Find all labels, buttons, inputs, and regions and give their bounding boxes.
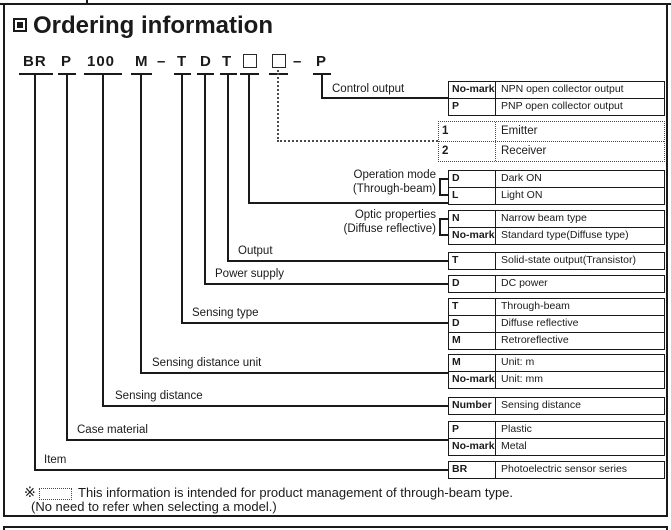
connector-output	[227, 75, 229, 262]
bracket-operation-mode-stub-top	[439, 178, 448, 180]
table-row	[449, 371, 664, 388]
table-sensing-distance-unit	[448, 354, 665, 389]
table-row	[449, 332, 664, 349]
code-cell: 1	[439, 122, 496, 141]
label-control-output: Control output	[332, 83, 405, 95]
description-cell: Solid-state output(Transistor)	[501, 254, 636, 266]
connector-operation-optic	[248, 75, 250, 204]
description-cell: Emitter	[501, 125, 538, 137]
frame-right-border	[666, 3, 668, 517]
table-row	[449, 398, 664, 414]
connector-dotted-emitter-receiver	[277, 70, 279, 142]
feed-control-output	[321, 97, 448, 99]
code-underline	[19, 73, 53, 75]
table-row	[449, 211, 664, 227]
table-row	[439, 122, 664, 141]
connector-power-supply	[204, 75, 206, 285]
connector-sensing-distance-unit	[140, 75, 142, 374]
code-cell: No-mark	[449, 439, 496, 455]
page-title: Ordering information	[33, 12, 273, 39]
code-segment-case-material: P	[61, 53, 73, 70]
feed-sensing-distance-unit	[140, 372, 448, 374]
feed-item	[34, 469, 448, 471]
top-divider-tick	[86, 0, 88, 3]
code-segment-output: T	[222, 53, 233, 70]
table-optic-properties	[448, 210, 665, 245]
connector-item	[34, 75, 36, 471]
description-cell: Narrow beam type	[501, 212, 587, 224]
code-cell: No-mark	[449, 372, 496, 388]
code-segment-power-supply: D	[200, 53, 212, 70]
table-row	[449, 422, 664, 438]
table-row	[449, 276, 664, 292]
description-cell: NPN open collector output	[501, 83, 624, 95]
description-cell: Photoelectric sensor series	[501, 463, 628, 475]
table-row	[449, 98, 664, 115]
table-emitter-receiver	[438, 121, 665, 162]
code-cell: D	[449, 276, 496, 292]
code-segment-item: BR	[23, 53, 47, 70]
table-row	[449, 227, 664, 244]
connector-sensing-type	[181, 75, 183, 324]
table-power-supply	[448, 275, 665, 293]
label-sensing-distance: Sensing distance	[115, 390, 203, 402]
code-cell: No-mark	[449, 228, 496, 244]
code-cell: D	[449, 171, 496, 187]
description-cell: Light ON	[501, 189, 543, 201]
top-divider-line	[0, 3, 671, 5]
code-dash-1: –	[157, 53, 167, 70]
table-case-material	[448, 421, 665, 456]
description-cell: Metal	[501, 440, 527, 452]
description-cell: Plastic	[501, 423, 532, 435]
description-cell: PNP open collector output	[501, 100, 623, 112]
code-placeholder-box-1	[243, 54, 257, 68]
label-optic-properties-line1: Optic properties	[354, 209, 436, 221]
label-operation-mode	[326, 168, 436, 196]
code-cell: D	[449, 316, 496, 332]
table-row	[449, 438, 664, 455]
code-cell: BR	[449, 462, 496, 478]
table-operation-mode	[448, 170, 665, 205]
next-section-frame-fragment	[3, 526, 668, 530]
table-sensing-type	[448, 298, 665, 350]
feed-case-material	[66, 439, 448, 441]
description-cell: Unit: mm	[501, 373, 543, 385]
code-cell: P	[449, 99, 496, 115]
code-cell: T	[449, 299, 496, 315]
description-cell: Diffuse reflective	[501, 317, 579, 329]
label-operation-mode-line1: Operation mode	[353, 169, 436, 181]
code-segment-sensing-distance: 100	[87, 53, 116, 70]
footnote-line2: (No need to refer when selecting a model.)	[31, 499, 277, 514]
code-cell: M	[449, 333, 496, 349]
footnote-line1: This information is intended for product management of through-beam type.	[78, 485, 514, 500]
feed-dotted-emitter-receiver	[277, 140, 438, 142]
label-sensing-distance-unit: Sensing distance unit	[152, 357, 262, 369]
description-cell: Receiver	[501, 145, 547, 157]
code-cell: P	[449, 422, 496, 438]
code-cell: T	[449, 253, 496, 269]
label-output: Output	[238, 245, 273, 257]
connector-case-material	[66, 75, 68, 441]
label-item: Item	[44, 454, 67, 466]
label-optic-properties	[326, 208, 436, 236]
table-sensing-distance	[448, 397, 665, 415]
table-row	[449, 187, 664, 204]
description-cell: Dark ON	[501, 172, 542, 184]
table-row	[449, 171, 664, 187]
table-row	[439, 141, 664, 161]
frame-left-border	[3, 3, 5, 517]
table-row	[449, 462, 664, 478]
bracket-optic-properties-stub-bottom	[439, 234, 448, 236]
label-case-material: Case material	[77, 424, 148, 436]
description-cell: DC power	[501, 277, 548, 289]
code-cell: N	[449, 211, 496, 227]
table-output	[448, 252, 665, 270]
code-segment-sensing-distance-unit: M	[135, 53, 149, 70]
code-segment-control-output: P	[316, 53, 328, 70]
connector-sensing-distance	[102, 75, 104, 407]
section-marker-icon	[13, 18, 27, 32]
feed-output	[227, 260, 448, 262]
code-cell: No-mark	[449, 82, 496, 98]
table-control-output	[448, 81, 665, 116]
table-row	[449, 355, 664, 371]
code-segment-sensing-type: T	[177, 53, 188, 70]
bracket-optic-properties-stub-top	[439, 218, 448, 220]
feed-power-supply	[204, 283, 448, 285]
description-cell: Sensing distance	[501, 399, 581, 411]
code-cell: L	[449, 188, 496, 204]
label-optic-properties-line2: (Diffuse reflective)	[343, 223, 436, 235]
table-item	[448, 461, 665, 479]
label-sensing-type: Sensing type	[192, 307, 259, 319]
code-dash-2: –	[293, 53, 303, 70]
frame-bottom-border	[3, 515, 668, 517]
code-cell: 2	[439, 142, 496, 161]
code-placeholder-box-2	[272, 54, 286, 68]
footnote-marker: ※	[24, 484, 36, 500]
label-power-supply: Power supply	[215, 268, 285, 280]
description-cell: Retroreflective	[501, 334, 569, 346]
description-cell: Through-beam	[501, 300, 570, 312]
feed-sensing-distance	[102, 405, 448, 407]
description-cell: Unit: m	[501, 356, 535, 368]
table-row	[449, 82, 664, 98]
bracket-operation-mode-stub-bottom	[439, 194, 448, 196]
label-operation-mode-line2: (Through-beam)	[352, 183, 436, 195]
code-cell: M	[449, 355, 496, 371]
table-row	[449, 299, 664, 315]
feed-sensing-type	[181, 322, 448, 324]
connector-control-output	[321, 75, 323, 99]
description-cell: Standard type(Diffuse type)	[501, 229, 629, 241]
table-row	[449, 253, 664, 269]
code-cell: Number	[449, 398, 496, 414]
table-row	[449, 315, 664, 332]
feed-operation-optic	[248, 202, 448, 204]
